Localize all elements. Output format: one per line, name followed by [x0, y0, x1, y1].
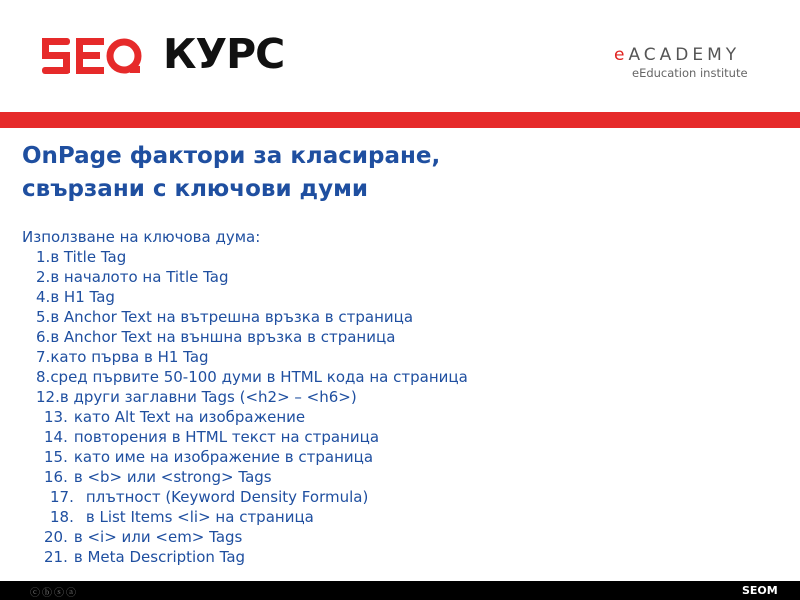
list-item [22, 267, 468, 287]
kurs-logo-text: КУРС [163, 30, 285, 78]
list-item-number: 1. [36, 248, 51, 266]
list-item-number: 20. [44, 528, 68, 546]
list-item [22, 507, 468, 527]
list-item-number: 12. [36, 388, 60, 406]
eacademy-logo-e: e [614, 45, 629, 65]
eacademy-logo [614, 45, 740, 65]
list-item [22, 527, 468, 547]
slide-title-line-1: OnPage фактори за класиране, [22, 143, 441, 169]
list-item-text: в Anchor Text на външна връзка в страница [50, 328, 396, 346]
list-item-text: като първа в H1 Tag [50, 348, 209, 366]
list-item [22, 307, 468, 327]
eacademy-tagline: eEducation institute [632, 66, 748, 80]
eacademy-logo-word: ACADEMY [628, 45, 741, 65]
list-item-text: в Title Tag [50, 248, 127, 266]
list-item-text: в List Items <li> на страница [85, 508, 314, 526]
list-item-number: 5. [36, 308, 51, 326]
list-item-number: 2. [36, 268, 51, 286]
list-item [22, 547, 468, 567]
list-item-text: в H1 Tag [50, 288, 115, 306]
list-item [22, 367, 468, 387]
list-item-number: 17. [50, 488, 74, 506]
factor-list [22, 247, 468, 567]
list-item [22, 247, 468, 267]
list-item [22, 447, 468, 467]
list-item-text: в <i> или <em> Tags [73, 528, 243, 546]
list-item-number: 16. [44, 468, 68, 486]
slide-title-line-2: свързани с ключови думи [22, 176, 369, 202]
list-item [22, 347, 468, 367]
slide-title [22, 140, 762, 206]
list-item-text: в други заглавни Tags (<h2> – <h6>) [59, 388, 357, 406]
footer-brand: SEOM [742, 584, 778, 597]
list-item-number: 14. [44, 428, 68, 446]
list-item-number: 13. [44, 408, 68, 426]
list-item-number: 15. [44, 448, 68, 466]
list-item-number: 8. [36, 368, 51, 386]
creative-commons-icons: ⓒⓑⓢⓐ [30, 588, 78, 599]
list-item [22, 487, 468, 507]
list-item-text: в <b> или <strong> Tags [73, 468, 272, 486]
list-item [22, 327, 468, 347]
footer-bar [0, 581, 800, 600]
header-divider-bar [0, 112, 800, 128]
list-item [22, 407, 468, 427]
list-item-text: плътност (Keyword Density Formula) [85, 488, 369, 506]
list-item-text: като Alt Text на изображение [73, 408, 306, 426]
list-item-number: 7. [36, 348, 51, 366]
list-item-number: 4. [36, 288, 51, 306]
list-item-text: сред първите 50-100 думи в HTML кода на страница [50, 368, 468, 386]
list-item-text: в Meta Description Tag [73, 548, 246, 566]
list-item-number: 18. [50, 508, 74, 526]
slide-intro: Използване на ключова дума: [22, 228, 261, 246]
list-item [22, 387, 468, 407]
list-item [22, 287, 468, 307]
list-item-text: в началото на Title Tag [50, 268, 229, 286]
seo-logo [42, 36, 144, 76]
list-item-text: повторения в HTML текст на страница [73, 428, 380, 446]
list-item-number: 21. [44, 548, 68, 566]
list-item [22, 427, 468, 447]
list-item [22, 467, 468, 487]
list-item-text: в Anchor Text на вътрешна връзка в страница [50, 308, 414, 326]
list-item-text: като име на изображение в страница [73, 448, 374, 466]
list-item-number: 6. [36, 328, 51, 346]
